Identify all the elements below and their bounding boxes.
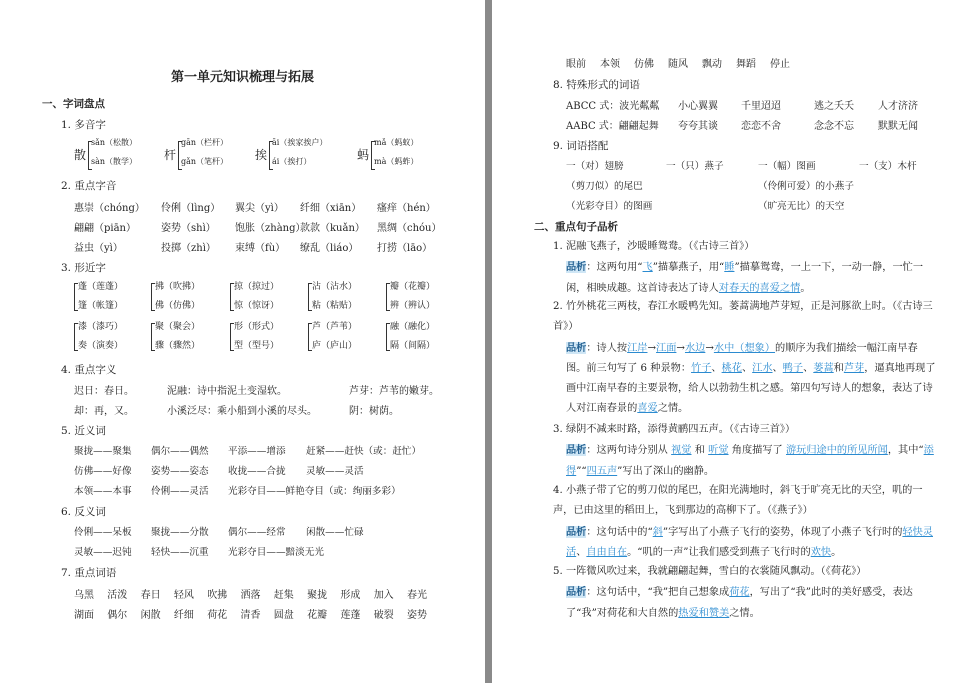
key-word: 春日 <box>140 590 161 601</box>
key-word: 纤细 <box>173 610 194 621</box>
key-word: 聚拢 <box>307 590 328 601</box>
collocation-item: 一（只）燕子 <box>666 161 724 172</box>
highlighted-answer: 视觉 <box>671 445 692 457</box>
analysis-text: 、 <box>803 362 814 374</box>
analysis-text: → <box>647 342 657 354</box>
pronunciation-item: 纤细（xiān） <box>300 203 362 214</box>
analysis-tag: 品析 <box>566 341 587 354</box>
special-form-item: 人才济济 <box>878 101 918 112</box>
similar-char-item: 庐（庐山） <box>312 341 358 351</box>
polyphone-reading: sàn（散学） <box>91 157 138 166</box>
special-form-item: 恋恋不舍 <box>741 121 781 132</box>
synonym-item: 聚拢——聚集 <box>74 446 132 457</box>
special-form-item: 夸夸其谈 <box>678 121 718 132</box>
polyphone-char: 杆 <box>164 148 177 162</box>
polyphone-char: 挨 <box>255 148 268 162</box>
highlighted-answer: 喜爱 <box>637 403 658 415</box>
similar-char-item: 辨（辨认） <box>390 301 436 311</box>
sentence-analysis-item <box>553 297 937 420</box>
key-word: 飘动 <box>702 59 722 70</box>
synonym-item: 本领——本事 <box>74 486 132 497</box>
key-word: 乌黑 <box>74 590 94 601</box>
highlighted-answer: 水边 <box>684 342 706 354</box>
polyphone-reading: gǎn（笔杆） <box>181 157 229 166</box>
antonym-item: 伶俐——呆板 <box>74 527 132 538</box>
key-word: 荷花 <box>207 610 228 621</box>
special-form-item: 逃之夭夭 <box>814 101 854 112</box>
collocation-item: （旷亮无比）的天空 <box>758 201 845 212</box>
section-heading: 二、重点句子品析 <box>534 221 618 233</box>
polyphone-reading: mà（蚂蚱） <box>374 157 419 166</box>
left-page <box>0 0 485 683</box>
subheading-fanyi: 6. 反义词 <box>61 506 106 518</box>
polyphone-reading: sǎn（松散） <box>91 138 138 147</box>
antonym-item: 轻快——沉重 <box>151 547 209 558</box>
pronunciation-item: 缭乱（liáo） <box>300 243 359 254</box>
highlighted-answer: 竹子 <box>691 362 712 374</box>
highlighted-answer: 睡 <box>724 262 735 274</box>
section-heading: 一、字词盘点 <box>42 98 105 110</box>
key-word: 圆盘 <box>273 610 294 621</box>
synonym-item: 伶俐——灵活 <box>151 486 209 497</box>
highlighted-answer: 鸭子 <box>782 362 804 374</box>
highlighted-answer: 水中（想象） <box>713 342 776 354</box>
analysis-text: ”写出了深山的幽静。 <box>617 465 715 477</box>
analysis-text: 。 <box>831 546 842 558</box>
pronunciation-item: 惠崇（chóng） <box>74 203 145 214</box>
antonym-item: 偶尔——经常 <box>228 527 286 538</box>
sentence-analysis <box>553 582 937 624</box>
analysis-tag: 品析 <box>566 586 587 599</box>
pronunciation-item: 束缚（fù） <box>235 243 286 254</box>
sentence-analysis <box>553 440 937 482</box>
key-word: 洒落 <box>240 590 261 601</box>
analysis-text: ：这两句诗分别从 <box>586 445 672 457</box>
sentence-analysis <box>553 257 937 299</box>
analysis-text: 之情。 <box>729 607 760 619</box>
key-word: 舞蹈 <box>736 59 756 70</box>
synonym-item: 赶紧——赶快（或：赶忙） <box>306 446 422 457</box>
synonym-item: 姿势——姿态 <box>151 466 209 477</box>
analysis-tag: 品析 <box>566 261 587 274</box>
analysis-text: ，逼真地再现了画中江南早春的主要景物，给人以勃勃生机之感。第四句写诗人的想象，表达了诗人对江南春景的 <box>566 362 936 415</box>
analysis-text: ：这两句用“ <box>586 262 643 274</box>
similar-char-item: 佛（仿佛） <box>155 301 201 311</box>
similar-char-item: 瓣（花瓣） <box>390 282 436 292</box>
pronunciation-item: 饱胀（zhàng） <box>235 223 306 234</box>
antonym-item: 光彩夺目——黯淡无光 <box>228 547 324 558</box>
highlighted-answer: 荷花 <box>729 587 750 599</box>
pronunciation-item: 姿势（shì） <box>161 223 216 234</box>
highlighted-answer: 桃花 <box>721 362 742 374</box>
key-word: 停止 <box>770 59 790 70</box>
special-form-item: 小心翼翼 <box>678 101 718 112</box>
meaning-item: 阴：树荫。 <box>349 406 399 417</box>
highlighted-answer: 自由自在 <box>586 546 628 558</box>
collocation-item: 一（支）木杆 <box>859 161 917 172</box>
key-word: 清香 <box>240 610 261 621</box>
key-word: 春光 <box>407 590 427 601</box>
sentence-analysis-item <box>553 481 937 563</box>
special-form-label: AABC 式：翩翩起舞 <box>566 121 659 132</box>
synonym-item: 收拢——合拢 <box>228 466 286 477</box>
highlighted-answer: 江面 <box>656 342 677 354</box>
subheading-zhongdian: 2. 重点字音 <box>61 180 117 192</box>
collocation-item: 一（对）翅膀 <box>566 161 624 172</box>
similar-char-item: 掠（掠过） <box>234 282 280 292</box>
key-word: 眼前 <box>566 59 586 70</box>
analysis-text: 。“叽的一声”让我们感受到燕子飞行时的 <box>627 546 811 558</box>
key-word: 破裂 <box>373 610 394 621</box>
pronunciation-item: 黑绸（chóu） <box>377 223 442 234</box>
highlighted-answer: 芦芽 <box>843 362 865 374</box>
similar-char-item: 惊（惊讶） <box>234 301 280 311</box>
highlighted-answer: 斜 <box>652 526 663 538</box>
page-title: 第一单元知识梳理与拓展 <box>170 70 314 85</box>
similar-char-item: 漆（漆巧） <box>78 322 124 332</box>
analysis-text: 角度描写了 <box>728 445 786 457</box>
key-word: 轻风 <box>173 590 194 601</box>
highlighted-answer: 江岸 <box>627 342 648 354</box>
similar-char-item: 形（形式） <box>234 322 280 332</box>
subheading-ziyi: 4. 重点字义 <box>61 364 117 376</box>
subheading-ciyu: 7. 重点词语 <box>61 567 117 579</box>
similar-char-item: 蓬（莲蓬） <box>78 282 124 292</box>
polyphone-reading: āi（挨家挨户） <box>272 138 328 147</box>
analysis-text: 之情。 <box>657 403 689 415</box>
analysis-text: 、 <box>576 546 587 558</box>
key-word: 形成 <box>340 590 361 601</box>
synonym-item: 偶尔——偶然 <box>151 446 209 457</box>
highlighted-answer: 蒌蒿 <box>813 362 834 374</box>
similar-char-item: 粘（粘贴） <box>312 301 358 311</box>
analysis-text: 、 <box>741 362 753 374</box>
analysis-text: → <box>676 342 685 354</box>
similar-char-item: 拂（吹拂） <box>155 282 201 292</box>
analysis-text: 和 <box>833 362 844 374</box>
meaning-item: 芦芽：芦苇的嫩芽。 <box>349 386 439 397</box>
analysis-text: ：诗人按 <box>586 342 628 354</box>
similar-char-item: 骤（骤然） <box>155 341 201 351</box>
pronunciation-item: 翩翩（piān） <box>74 223 137 234</box>
synonym-item: 仿佛——好像 <box>74 466 132 477</box>
pronunciation-item: 款款（kuǎn） <box>300 223 365 234</box>
right-page <box>492 0 977 683</box>
highlighted-answer: 对春天的喜爱之情 <box>718 282 801 294</box>
key-word: 仿佛 <box>634 59 654 70</box>
polyphone-char: 散 <box>74 148 87 162</box>
analysis-text: 和 <box>691 445 709 457</box>
sentence-analysis <box>553 338 937 420</box>
similar-char-item: 沾（沾水） <box>312 282 358 292</box>
key-word: 花瓣 <box>307 610 328 621</box>
sentence-quote: 2. 竹外桃花三两枝，春江水暖鸭先知。蒌蒿满地芦芽短，正是河豚欲上时。（《古诗三首》） <box>553 301 933 333</box>
polyphone-reading: mǎ（蚂蚁） <box>374 138 419 147</box>
similar-char-item: 型（型号） <box>234 341 280 351</box>
sentence-analysis-item <box>553 237 937 299</box>
sentence-analysis <box>553 522 937 564</box>
subheading-jinyi: 5. 近义词 <box>61 425 106 437</box>
key-word: 偶尔 <box>107 610 128 621</box>
analysis-text: 、 <box>772 362 783 374</box>
polyphone-reading: ái（挨打） <box>272 157 312 166</box>
sentence-quote: 5. 一阵微风吹过来，我就翩翩起舞，雪白的衣裳随风飘动。（《荷花》） <box>553 566 867 577</box>
analysis-text: → <box>705 342 714 354</box>
antonym-item: 闲散——忙碌 <box>306 527 364 538</box>
similar-char-item: 融（融化） <box>390 322 436 332</box>
sentence-quote: 3. 绿阴不减来时路，添得黄鹂四五声。（《古诗三首》） <box>553 424 796 435</box>
meaning-item: 小溪泛尽：乘小船到小溪的尽头。 <box>167 406 317 417</box>
sentence-quote: 4. 小燕子带了它的剪刀似的尾巴，在阳光满地时，斜飞于旷亮无比的天空，叽的一声，已由这里的稻田上，飞到那边的高柳下了。（《燕子》） <box>553 485 923 517</box>
key-word: 随风 <box>668 59 688 70</box>
analysis-tag: 品析 <box>566 525 587 538</box>
analysis-text: ”描摹燕子，用“ <box>652 262 725 274</box>
pronunciation-item: 投掷（zhì） <box>161 243 216 254</box>
key-word: 姿势 <box>407 610 427 621</box>
analysis-text: 。 <box>800 282 811 294</box>
similar-char-item: 隔（间隔） <box>390 341 436 351</box>
pronunciation-item: 翼尖（yì） <box>235 203 284 214</box>
collocation-item: （伶俐可爱）的小燕子 <box>758 181 854 192</box>
synonym-item: 灵敏——灵活 <box>306 466 364 477</box>
pronunciation-item: 打捞（lāo） <box>377 243 433 254</box>
highlighted-answer: 添得 <box>566 445 934 477</box>
key-word: 闲散 <box>140 610 161 621</box>
key-word: 吹拂 <box>207 590 228 601</box>
analysis-text: ，其中“ <box>887 445 924 457</box>
meaning-item: 泥融：诗中指泥土变湿软。 <box>167 386 287 397</box>
analysis-text: ：这句话中，“我”把自己想象成 <box>586 587 730 599</box>
highlighted-answer: 热爱和赞美 <box>678 607 730 619</box>
key-word: 本领 <box>600 59 620 70</box>
sentence-quote: 1. 泥融飞燕子，沙暖睡鸳鸯。（《古诗三首》） <box>553 241 755 252</box>
highlighted-answer: 飞 <box>642 262 653 274</box>
highlighted-answer: 江水 <box>752 362 773 374</box>
analysis-text: ，写出了“我”此时的美好感受，表达了“我”对荷花和大自然的 <box>566 587 913 619</box>
pronunciation-item: 伶俐（lìng） <box>161 203 221 214</box>
analysis-text: 的顺序为我们描绘一幅江南早春图。前三句写了 6 种景物： <box>566 342 918 374</box>
sentence-analysis-item <box>553 562 937 624</box>
synonym-item: 光彩夺目——鲜艳夺目（或：绚丽多彩） <box>228 486 401 497</box>
antonym-item: 聚拢——分散 <box>151 527 209 538</box>
polyphone-reading: gān（栏杆） <box>181 138 229 147</box>
special-form-item: 念念不忘 <box>814 121 854 132</box>
special-form-item: 千里迢迢 <box>741 101 781 112</box>
analysis-text: ：这句话中的“ <box>586 526 653 538</box>
collocation-item: （剪刀似）的尾巴 <box>566 181 643 192</box>
highlighted-answer: 欢快 <box>810 546 832 558</box>
analysis-text: ”字写出了小燕子飞行的姿势，体现了小燕子飞行时的 <box>662 526 903 538</box>
analysis-text: ”描摹鸳鸯，一上一下，一动一静，一忙一闲，相映成趣。这首诗表达了诗人 <box>566 262 924 294</box>
special-form-label: ABCC 式：波光粼粼 <box>566 101 660 112</box>
special-form-item: 默默无闻 <box>878 121 918 132</box>
subheading-dapei: 9. 词语搭配 <box>553 140 609 152</box>
analysis-tag: 品析 <box>566 444 587 457</box>
antonym-item: 灵敏——迟钝 <box>74 547 132 558</box>
collocation-item: （光彩夺目）的图画 <box>566 201 653 212</box>
subheading-teshu: 8. 特殊形式的词语 <box>553 79 640 91</box>
subheading-xingjin: 3. 形近字 <box>61 262 106 274</box>
key-word: 赶集 <box>273 590 294 601</box>
synonym-item: 平添——增添 <box>228 446 286 457</box>
polyphone-char: 蚂 <box>357 148 370 162</box>
analysis-text: 、 <box>711 362 722 374</box>
key-word: 莲蓬 <box>340 610 361 621</box>
key-word: 活泼 <box>107 590 128 601</box>
highlighted-answer: 四五声 <box>586 465 618 477</box>
highlighted-answer: 听觉 <box>708 445 729 457</box>
similar-char-item: 篷（帐篷） <box>78 301 124 311</box>
pronunciation-item: 瘙痒（hén） <box>377 203 436 214</box>
key-word: 加入 <box>373 590 394 601</box>
highlighted-answer: 游玩归途中的所见所闻 <box>785 445 888 457</box>
meaning-item: 迟日：春日。 <box>74 386 134 397</box>
highlighted-answer: 轻快灵活 <box>566 526 933 558</box>
similar-char-item: 奏（演奏） <box>78 341 124 351</box>
collocation-item: 一（幅）图画 <box>758 161 816 172</box>
meaning-item: 却：再，又。 <box>74 406 134 417</box>
sentence-analysis-item <box>553 420 937 482</box>
analysis-text: ”“ <box>576 465 587 477</box>
similar-char-item: 芦（芦苇） <box>312 322 358 332</box>
pronunciation-item: 益虫（yì） <box>74 243 123 254</box>
similar-char-item: 聚（聚会） <box>155 322 201 332</box>
key-word: 湖面 <box>74 610 94 621</box>
subheading-duoyin: 1. 多音字 <box>61 119 106 131</box>
